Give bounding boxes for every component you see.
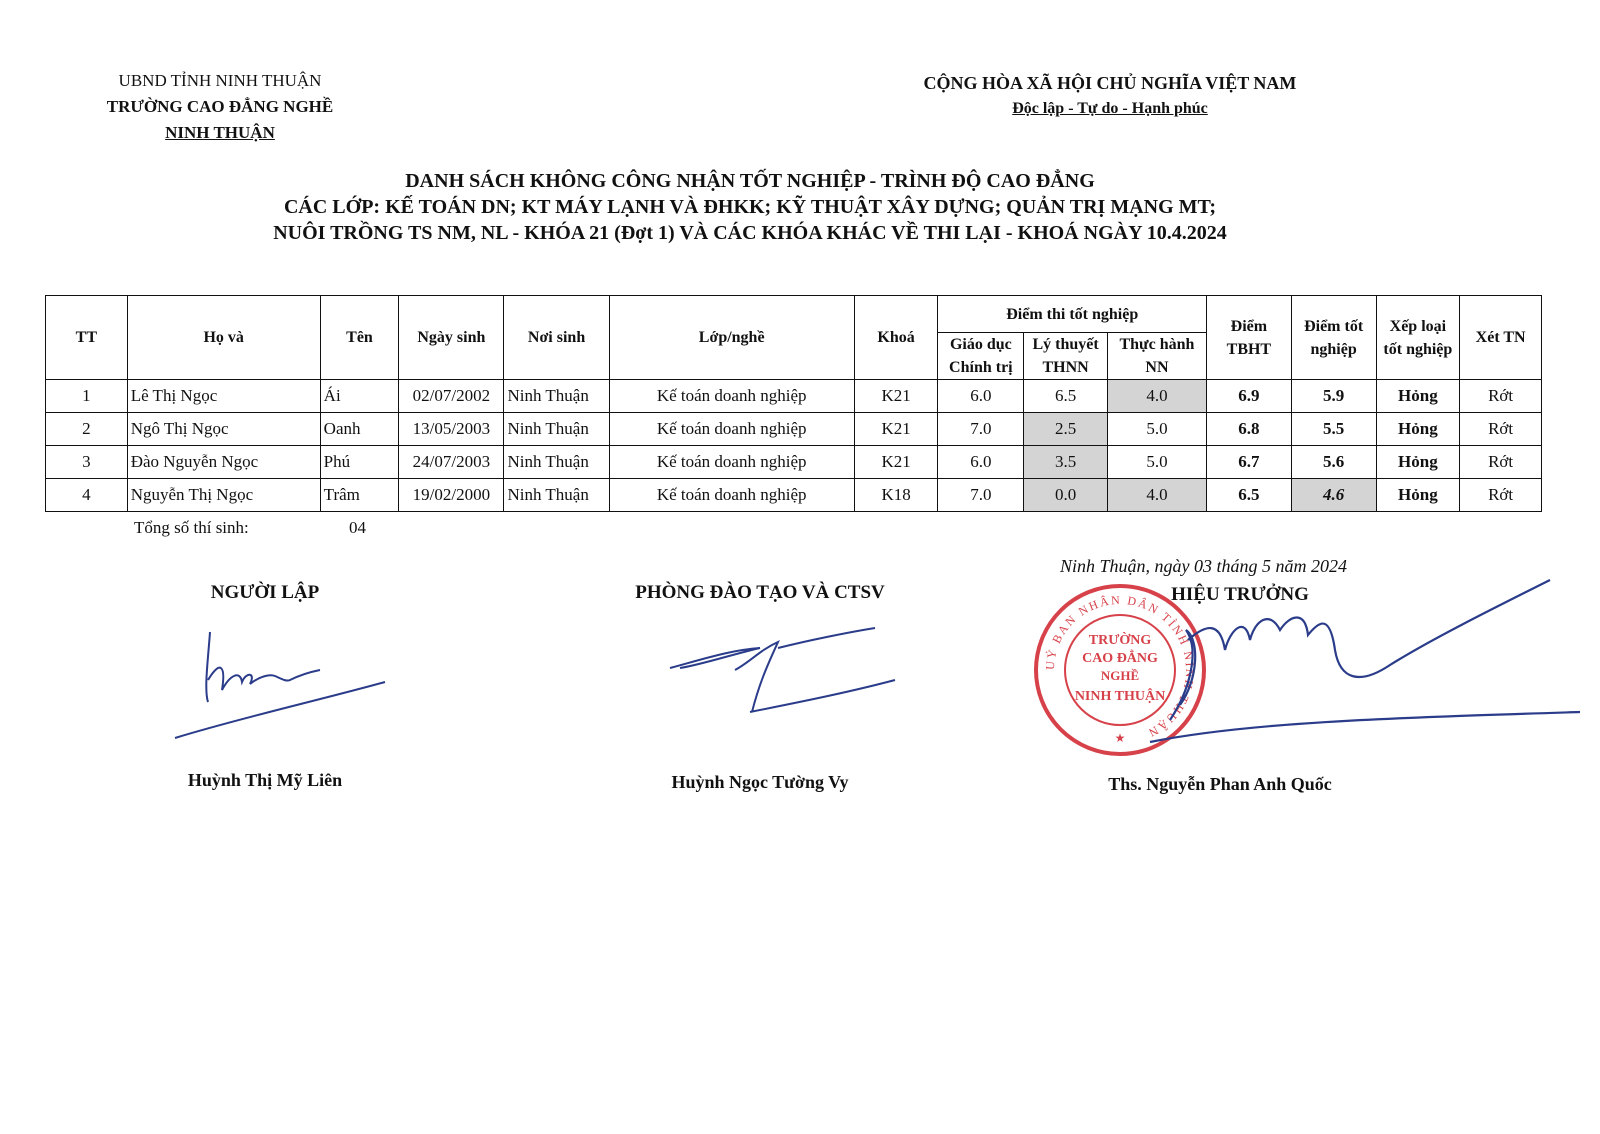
cell-hova: Ngô Thị Ngọc — [127, 413, 320, 446]
cell-xettn: Rớt — [1460, 413, 1542, 446]
stamp-line-3: NGHỀ — [1100, 668, 1140, 683]
cell-tbht: 6.5 — [1207, 479, 1292, 512]
cell-khoa: K18 — [854, 479, 938, 512]
col-xeploai: Xếp loại tốt nghiệp — [1376, 296, 1460, 380]
cell-khoa: K21 — [854, 413, 938, 446]
cell-gdct: 6.0 — [938, 446, 1024, 479]
table-row — [46, 446, 1542, 479]
col-diemtn: Điểm tốt nghiệp — [1291, 296, 1376, 380]
table-row — [46, 479, 1542, 512]
cell-ten: Oanh — [320, 413, 399, 446]
title-line-1: DANH SÁCH KHÔNG CÔNG NHẬN TỐT NGHIỆP - TRÌNH ĐỘ CAO ĐẲNG — [405, 170, 1095, 192]
cell-diemtn: 5.5 — [1291, 413, 1376, 446]
place-date: Ninh Thuận, ngày 03 tháng 5 năm 2024 — [1060, 556, 1348, 576]
national-motto: Độc lập - Tự do - Hạnh phúc — [1012, 100, 1208, 117]
stamp-line-1: TRƯỜNG — [1088, 633, 1152, 648]
cell-noisinh: Ninh Thuận — [504, 413, 609, 446]
cell-lythuyet: 0.0 — [1024, 479, 1108, 512]
cell-gdct: 7.0 — [938, 413, 1024, 446]
title-line-3: NUÔI TRỒNG TS NM, NL - KHÓA 21 (Đợt 1) VÀ CÁC KHÓA KHÁC VỀ THI LẠI - KHOÁ NGÀY 10.4.2024 — [273, 222, 1227, 244]
cell-noisinh: Ninh Thuận — [504, 380, 609, 413]
cell-ngaysinh: 02/07/2002 — [399, 380, 504, 413]
cell-lop: Kế toán doanh nghiệp — [609, 479, 854, 512]
signer-training-office: Huỳnh Ngọc Tường Vy — [671, 772, 849, 792]
table-row — [46, 380, 1542, 413]
col-ten: Tên — [320, 296, 399, 380]
cell-xeploai: Hỏng — [1376, 413, 1460, 446]
signature-right — [1130, 570, 1590, 770]
stamp-star-icon: ★ — [1114, 731, 1126, 745]
total-label: Tổng số thí sinh: — [134, 518, 249, 537]
cell-noisinh: Ninh Thuận — [504, 479, 609, 512]
cell-xeploai: Hỏng — [1376, 479, 1460, 512]
cell-tt: 3 — [46, 446, 128, 479]
cell-lythuyet: 3.5 — [1024, 446, 1108, 479]
signer-preparer: Huỳnh Thị Mỹ Liên — [187, 770, 343, 790]
stamp-line-4: NINH THUẬN — [1074, 689, 1166, 704]
national-header — [880, 70, 1340, 122]
total-value: 04 — [349, 518, 366, 537]
cell-thuchanh: 4.0 — [1107, 380, 1206, 413]
cell-diemtn: 5.6 — [1291, 446, 1376, 479]
cell-gdct: 6.0 — [938, 380, 1024, 413]
cell-hova: Nguyễn Thị Ngọc — [127, 479, 320, 512]
cell-hova: Đào Nguyễn Ngọc — [127, 446, 320, 479]
cell-gdct: 7.0 — [938, 479, 1024, 512]
signer-principal: Ths. Nguyễn Phan Anh Quốc — [1108, 774, 1332, 794]
cell-lop: Kế toán doanh nghiệp — [609, 446, 854, 479]
cell-thuchanh: 4.0 — [1107, 479, 1206, 512]
cell-lop: Kế toán doanh nghiệp — [609, 413, 854, 446]
cell-tt: 2 — [46, 413, 128, 446]
cell-thuchanh: 5.0 — [1107, 446, 1206, 479]
cell-ten: Ái — [320, 380, 399, 413]
cell-ngaysinh: 13/05/2003 — [399, 413, 504, 446]
signature-middle — [660, 620, 920, 730]
col-thuchanh: Thực hành NN — [1107, 333, 1206, 380]
cell-xettn: Rớt — [1460, 380, 1542, 413]
cell-ten: Trâm — [320, 479, 399, 512]
col-lythuyet: Lý thuyết THNN — [1024, 333, 1108, 380]
issuer-line-2: TRƯỜNG CAO ĐẲNG NGHỀ — [106, 97, 334, 116]
cell-thuchanh: 5.0 — [1107, 413, 1206, 446]
national-title: CỘNG HÒA XÃ HỘI CHỦ NGHĨA VIỆT NAM — [923, 73, 1297, 93]
issuer-header — [60, 68, 380, 146]
role-principal: HIỆU TRƯỞNG — [1171, 584, 1309, 605]
cell-lythuyet: 2.5 — [1024, 413, 1108, 446]
cell-tbht: 6.8 — [1207, 413, 1292, 446]
col-khoa: Khoá — [854, 296, 938, 380]
col-tbht: Điểm TBHT — [1207, 296, 1292, 380]
cell-xettn: Rớt — [1460, 479, 1542, 512]
document-title — [150, 168, 1350, 246]
cell-ngaysinh: 19/02/2000 — [399, 479, 504, 512]
role-preparer: NGƯỜI LẬP — [210, 582, 320, 603]
stamp-ring-text: UỶ BAN NHÂN DÂN TỈNH NINH THUẬN — [1042, 592, 1198, 741]
cell-lop: Kế toán doanh nghiệp — [609, 380, 854, 413]
col-hova: Họ và — [127, 296, 320, 380]
cell-khoa: K21 — [854, 380, 938, 413]
col-ngaysinh: Ngày sinh — [399, 296, 504, 380]
title-line-2: CÁC LỚP: KẾ TOÁN DN; KT MÁY LẠNH VÀ ĐHKK; KỸ THUẬT XÂY DỰNG; QUẢN TRỊ MẠNG MT; — [283, 196, 1217, 218]
stamp-line-2: CAO ĐẲNG — [1082, 651, 1158, 666]
cell-tbht: 6.7 — [1207, 446, 1292, 479]
table-row — [46, 413, 1542, 446]
col-tt: TT — [46, 296, 128, 380]
col-lop: Lớp/nghề — [609, 296, 854, 380]
cell-hova: Lê Thị Ngọc — [127, 380, 320, 413]
cell-noisinh: Ninh Thuận — [504, 446, 609, 479]
issuer-line-3: NINH THUẬN — [165, 123, 275, 142]
role-training-office: PHÒNG ĐÀO TẠO VÀ CTSV — [635, 582, 885, 603]
issuer-line-1: UBND TỈNH NINH THUẬN — [118, 71, 322, 90]
table-header-row — [46, 296, 1542, 333]
col-noisinh: Nơi sinh — [504, 296, 609, 380]
col-gdct: Giáo dục Chính trị — [938, 333, 1024, 380]
cell-xeploai: Hỏng — [1376, 380, 1460, 413]
results-table — [45, 295, 1542, 512]
cell-lythuyet: 6.5 — [1024, 380, 1108, 413]
cell-tt: 1 — [46, 380, 128, 413]
cell-diemtn: 4.6 — [1291, 479, 1376, 512]
cell-tbht: 6.9 — [1207, 380, 1292, 413]
cell-khoa: K21 — [854, 446, 938, 479]
cell-tt: 4 — [46, 479, 128, 512]
cell-xettn: Rớt — [1460, 446, 1542, 479]
col-xettn: Xét TN — [1460, 296, 1542, 380]
cell-diemtn: 5.9 — [1291, 380, 1376, 413]
col-diemthi: Điểm thi tốt nghiệp — [938, 296, 1207, 333]
cell-ngaysinh: 24/07/2003 — [399, 446, 504, 479]
cell-ten: Phú — [320, 446, 399, 479]
cell-xeploai: Hỏng — [1376, 446, 1460, 479]
signature-left — [160, 620, 400, 760]
